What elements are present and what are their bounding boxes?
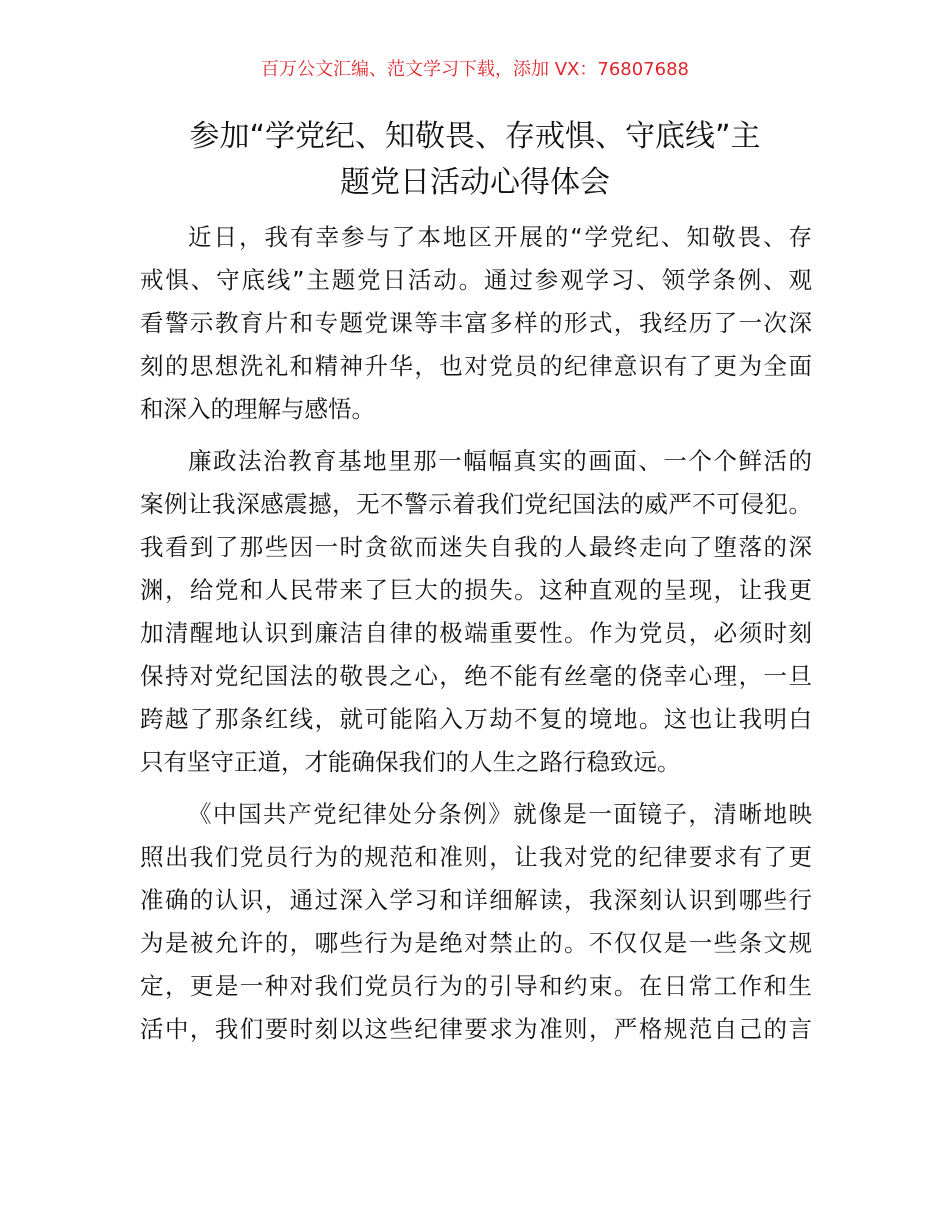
title-line-1: 参加“学党纪、知敬畏、存戒惧、守底线”主: [189, 119, 761, 154]
title-line-2: 题党日活动心得体会: [340, 165, 610, 200]
paragraph-line: 我看到了那些因一时贪欲而迷失自我的人最终走向了堕落的深: [140, 533, 812, 561]
paragraph-line: 为是被允许的，哪些行为是绝对禁止的。不仅仅是一些条文规: [140, 929, 812, 957]
watermark-banner: 百万公文汇编、范文学习下载，添加 VX：76807688: [261, 59, 689, 80]
paragraph-line: 看警示教育片和专题党课等丰富多样的形式，我经历了一次深: [140, 309, 812, 337]
paragraph-line: 刻的思想洗礼和精神升华，也对党员的纪律意识有了更为全面: [140, 352, 812, 380]
paragraph-line: 准确的认识，通过深入学习和详细解读，我深刻认识到哪些行: [140, 886, 812, 914]
paragraph-line: 加清醒地认识到廉洁自律的极端重要性。作为党员，必须时刻: [140, 619, 812, 647]
paragraph-line: 《中国共产党纪律处分条例》就像是一面镜子，清晰地映: [188, 800, 812, 828]
paragraph-line: 近日，我有幸参与了本地区开展的“学党纪、知敬畏、存: [188, 223, 812, 251]
paragraph-line: 保持对党纪国法的敬畏之心，绝不能有丝毫的侥幸心理，一旦: [140, 662, 812, 690]
document-body: [140, 216, 812, 1060]
paragraph-line: 只有坚守正道，才能确保我们的人生之路行稳致远。: [140, 748, 681, 776]
paragraph: [140, 216, 812, 431]
paragraph-line: 照出我们党员行为的规范和准则，让我对党的纪律要求有了更: [140, 843, 812, 871]
paragraph-line: 跨越了那条红线，就可能陷入万劫不复的境地。这也让我明白: [140, 705, 812, 733]
paragraph-line: 渊，给党和人民带来了巨大的损失。这种直观的呈现，让我更: [140, 576, 812, 604]
paragraph: [140, 793, 812, 1051]
paragraph-line: 廉政法治教育基地里那一幅幅真实的画面、一个个鲜活的: [188, 447, 812, 475]
paragraph-line: 戒惧、守底线”主题党日活动。通过参观学习、领学条例、观: [140, 266, 812, 294]
paragraph-line: 活中，我们要时刻以这些纪律要求为准则，严格规范自己的言: [140, 1015, 812, 1043]
paragraph-line: 定，更是一种对我们党员行为的引导和约束。在日常工作和生: [140, 972, 812, 1000]
document-title: [130, 114, 820, 206]
paragraph: [140, 440, 812, 784]
paragraph-line: 和深入的理解与感悟。: [140, 395, 375, 423]
paragraph-line: 案例让我深感震撼，无不警示着我们党纪国法的威严不可侵犯。: [140, 490, 812, 518]
